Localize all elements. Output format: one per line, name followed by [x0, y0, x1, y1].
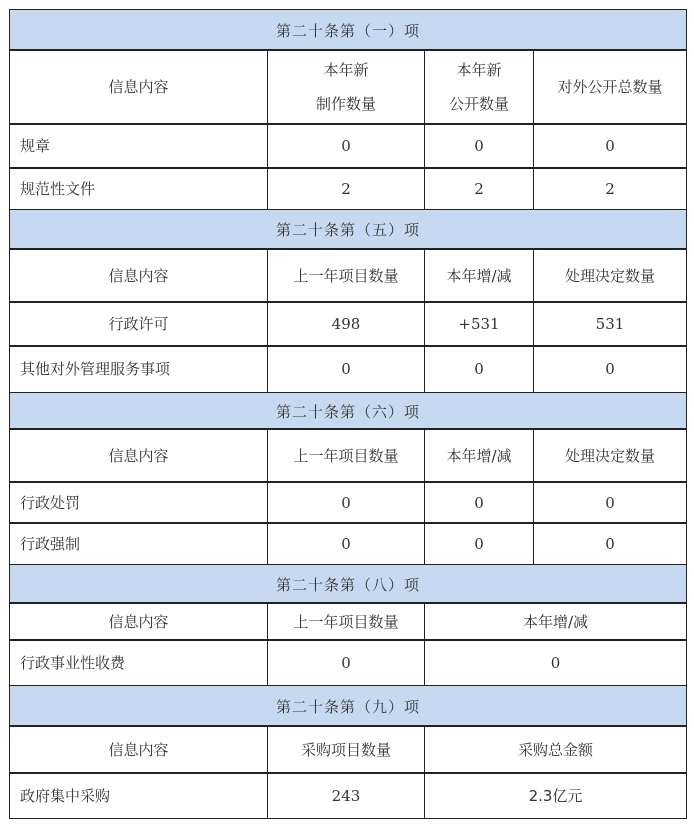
table-row [9, 302, 687, 347]
header-cell: 上一年项目数量 [267, 428, 425, 483]
row-label: 行政强制 [9, 522, 268, 565]
value-cell: 498 [267, 301, 425, 347]
header-line: 本年新 [456, 61, 502, 79]
row-label: 行政事业性收费 [9, 639, 268, 686]
value-cell: 2.3亿元 [424, 772, 687, 819]
header-cell: 采购总金额 [424, 725, 687, 774]
section-title: 第二十条第（五）项 [9, 209, 687, 250]
table-row [9, 168, 687, 210]
header-cell [267, 49, 425, 125]
header-cell: 本年增/减 [424, 428, 534, 483]
value-cell: 0 [424, 639, 687, 686]
value-cell: 0 [533, 345, 687, 393]
value-cell: 2 [533, 167, 687, 210]
header-row [9, 726, 687, 774]
table-row [9, 124, 687, 169]
header-line: 本年新 [323, 61, 369, 79]
header-cell: 信息内容 [9, 428, 268, 483]
header-line: 公开数量 [448, 95, 509, 113]
header-cell: 对外公开总数量 [533, 49, 687, 125]
section-title: 第二十条第（九）项 [9, 685, 687, 727]
header-cell [424, 49, 534, 125]
table-row [9, 640, 687, 686]
header-cell: 采购项目数量 [267, 725, 425, 774]
header-cell: 信息内容 [9, 602, 268, 641]
value-cell: 0 [267, 522, 425, 565]
value-cell: 0 [267, 345, 425, 393]
row-label: 行政处罚 [9, 481, 268, 524]
header-cell: 信息内容 [9, 248, 268, 303]
value-cell: 0 [424, 522, 534, 565]
header-cell: 信息内容 [9, 725, 268, 774]
row-label: 规范性文件 [9, 167, 268, 210]
header-cell: 本年增/减 [424, 602, 687, 641]
table-row [9, 773, 687, 819]
value-cell: 243 [267, 772, 425, 819]
header-row [9, 50, 687, 125]
value-cell: 0 [424, 123, 534, 169]
value-cell: 0 [533, 481, 687, 524]
header-cell: 本年增/减 [424, 248, 534, 303]
value-cell: 0 [533, 123, 687, 169]
header-cell: 上一年项目数量 [267, 248, 425, 303]
header-cell: 上一年项目数量 [267, 602, 425, 641]
table-row [9, 482, 687, 524]
header-cell: 信息内容 [9, 49, 268, 125]
row-label: 行政许可 [9, 301, 268, 347]
value-cell: 2 [267, 167, 425, 210]
value-cell: 0 [424, 345, 534, 393]
value-cell: 531 [533, 301, 687, 347]
value-cell: 0 [267, 639, 425, 686]
value-cell: 0 [533, 522, 687, 565]
header-row [9, 603, 687, 641]
value-cell: +531 [424, 301, 534, 347]
header-cell: 处理决定数量 [533, 428, 687, 483]
section-title: 第二十条第（八）项 [9, 564, 687, 604]
header-row [9, 249, 687, 303]
section-title: 第二十条第（一）项 [9, 9, 687, 51]
table-row [9, 346, 687, 393]
value-cell: 0 [267, 123, 425, 169]
table-row [9, 523, 687, 565]
value-cell: 0 [424, 481, 534, 524]
row-label: 政府集中采购 [9, 772, 268, 819]
row-label: 规章 [9, 123, 268, 169]
header-cell: 处理决定数量 [533, 248, 687, 303]
value-cell: 0 [267, 481, 425, 524]
header-line: 制作数量 [315, 95, 376, 113]
value-cell: 2 [424, 167, 534, 210]
row-label: 其他对外管理服务事项 [9, 345, 268, 393]
section-title: 第二十条第（六）项 [9, 392, 687, 430]
header-row [9, 429, 687, 483]
